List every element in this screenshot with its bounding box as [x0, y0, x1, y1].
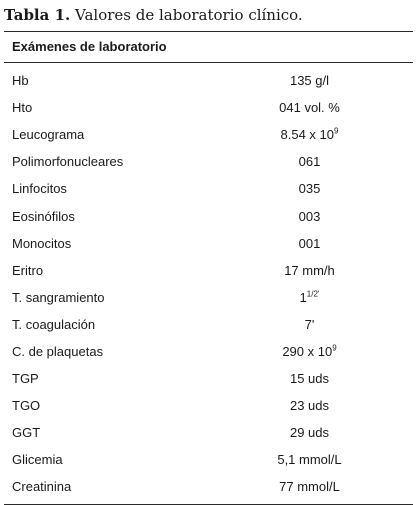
table-caption [4, 5, 303, 25]
table-row [4, 202, 413, 229]
exam-name: GGT [12, 425, 41, 441]
exam-value [212, 371, 413, 386]
exam-value [212, 344, 413, 359]
exam-name: Leucograma [12, 127, 85, 143]
table-row [4, 338, 413, 365]
exam-value-text: 5,1 mmol/L [277, 452, 342, 468]
table-row [4, 365, 413, 392]
table-row [4, 473, 413, 500]
exam-value-text: 17 mm/h [284, 262, 335, 278]
exam-name: Eosinófilos [12, 208, 75, 224]
exam-value-text: 23 uds [289, 398, 330, 414]
table-row [4, 67, 413, 94]
exam-name: TGP [12, 371, 39, 387]
table-row [4, 94, 413, 121]
table-row [4, 392, 413, 419]
exam-value-text: 15 uds [289, 371, 330, 387]
exam-value [212, 398, 413, 413]
exam-name: Eritro [12, 262, 44, 278]
exam-value-text: 29 uds [289, 425, 330, 441]
exam-name: Hto [12, 100, 33, 116]
caption-label: Tabla 1. [4, 6, 71, 24]
exam-value-text: 001 [298, 235, 321, 251]
exam-value [212, 317, 413, 332]
table-row [4, 257, 413, 284]
exam-value [212, 290, 413, 305]
exam-name: Glicemia [12, 452, 63, 468]
exam-value-text: 061 [298, 154, 321, 170]
exam-name: T. sangramiento [12, 289, 105, 305]
exam-value [212, 479, 413, 494]
exam-value-superscript: 1/2' [306, 289, 320, 299]
table-row [4, 311, 413, 338]
exam-value [212, 452, 413, 467]
exam-value-superscript: 9 [334, 126, 339, 136]
exam-value-text: 041 vol. % [279, 100, 340, 116]
exam-name: T. coagulación [12, 316, 96, 332]
table-row [4, 148, 413, 175]
exam-value [212, 73, 413, 88]
table-row [4, 175, 413, 202]
exam-value-text: 1 [299, 289, 307, 305]
exam-value [212, 100, 413, 115]
exam-name: Monocitos [12, 235, 72, 251]
table-row [4, 121, 413, 148]
exam-value-text: 7' [304, 316, 315, 332]
exam-value [212, 236, 413, 251]
exam-value [212, 209, 413, 224]
exam-name: Hb [12, 73, 29, 89]
exam-value-text: 77 mmol/L [279, 479, 340, 495]
exam-value-text: 8.54 x 10 [280, 127, 335, 143]
exam-value-text: 135 g/l [289, 73, 330, 89]
table-bottom-rule [4, 504, 413, 505]
table-row [4, 230, 413, 257]
exam-value [212, 181, 413, 196]
table-row [4, 284, 413, 311]
exam-name: Creatinina [12, 479, 72, 495]
lab-values-table [4, 31, 413, 505]
table-row [4, 419, 413, 446]
exam-name: Polimorfonucleares [12, 154, 124, 170]
table-header: Exámenes de laboratorio [4, 32, 413, 63]
exam-value [212, 127, 413, 142]
exam-value [212, 154, 413, 169]
table-row [4, 446, 413, 473]
table-body [4, 63, 413, 504]
exam-name: Linfocitos [12, 181, 67, 197]
exam-value [212, 263, 413, 278]
caption-text: Valores de laboratorio clínico. [75, 6, 303, 24]
exam-value-text: 035 [298, 181, 321, 197]
exam-value-text: 290 x 10 [282, 343, 333, 359]
exam-name: TGO [12, 398, 41, 414]
exam-value [212, 425, 413, 440]
exam-name: C. de plaquetas [12, 343, 104, 359]
exam-value-superscript: 9 [332, 343, 337, 353]
exam-value-text: 003 [298, 208, 321, 224]
